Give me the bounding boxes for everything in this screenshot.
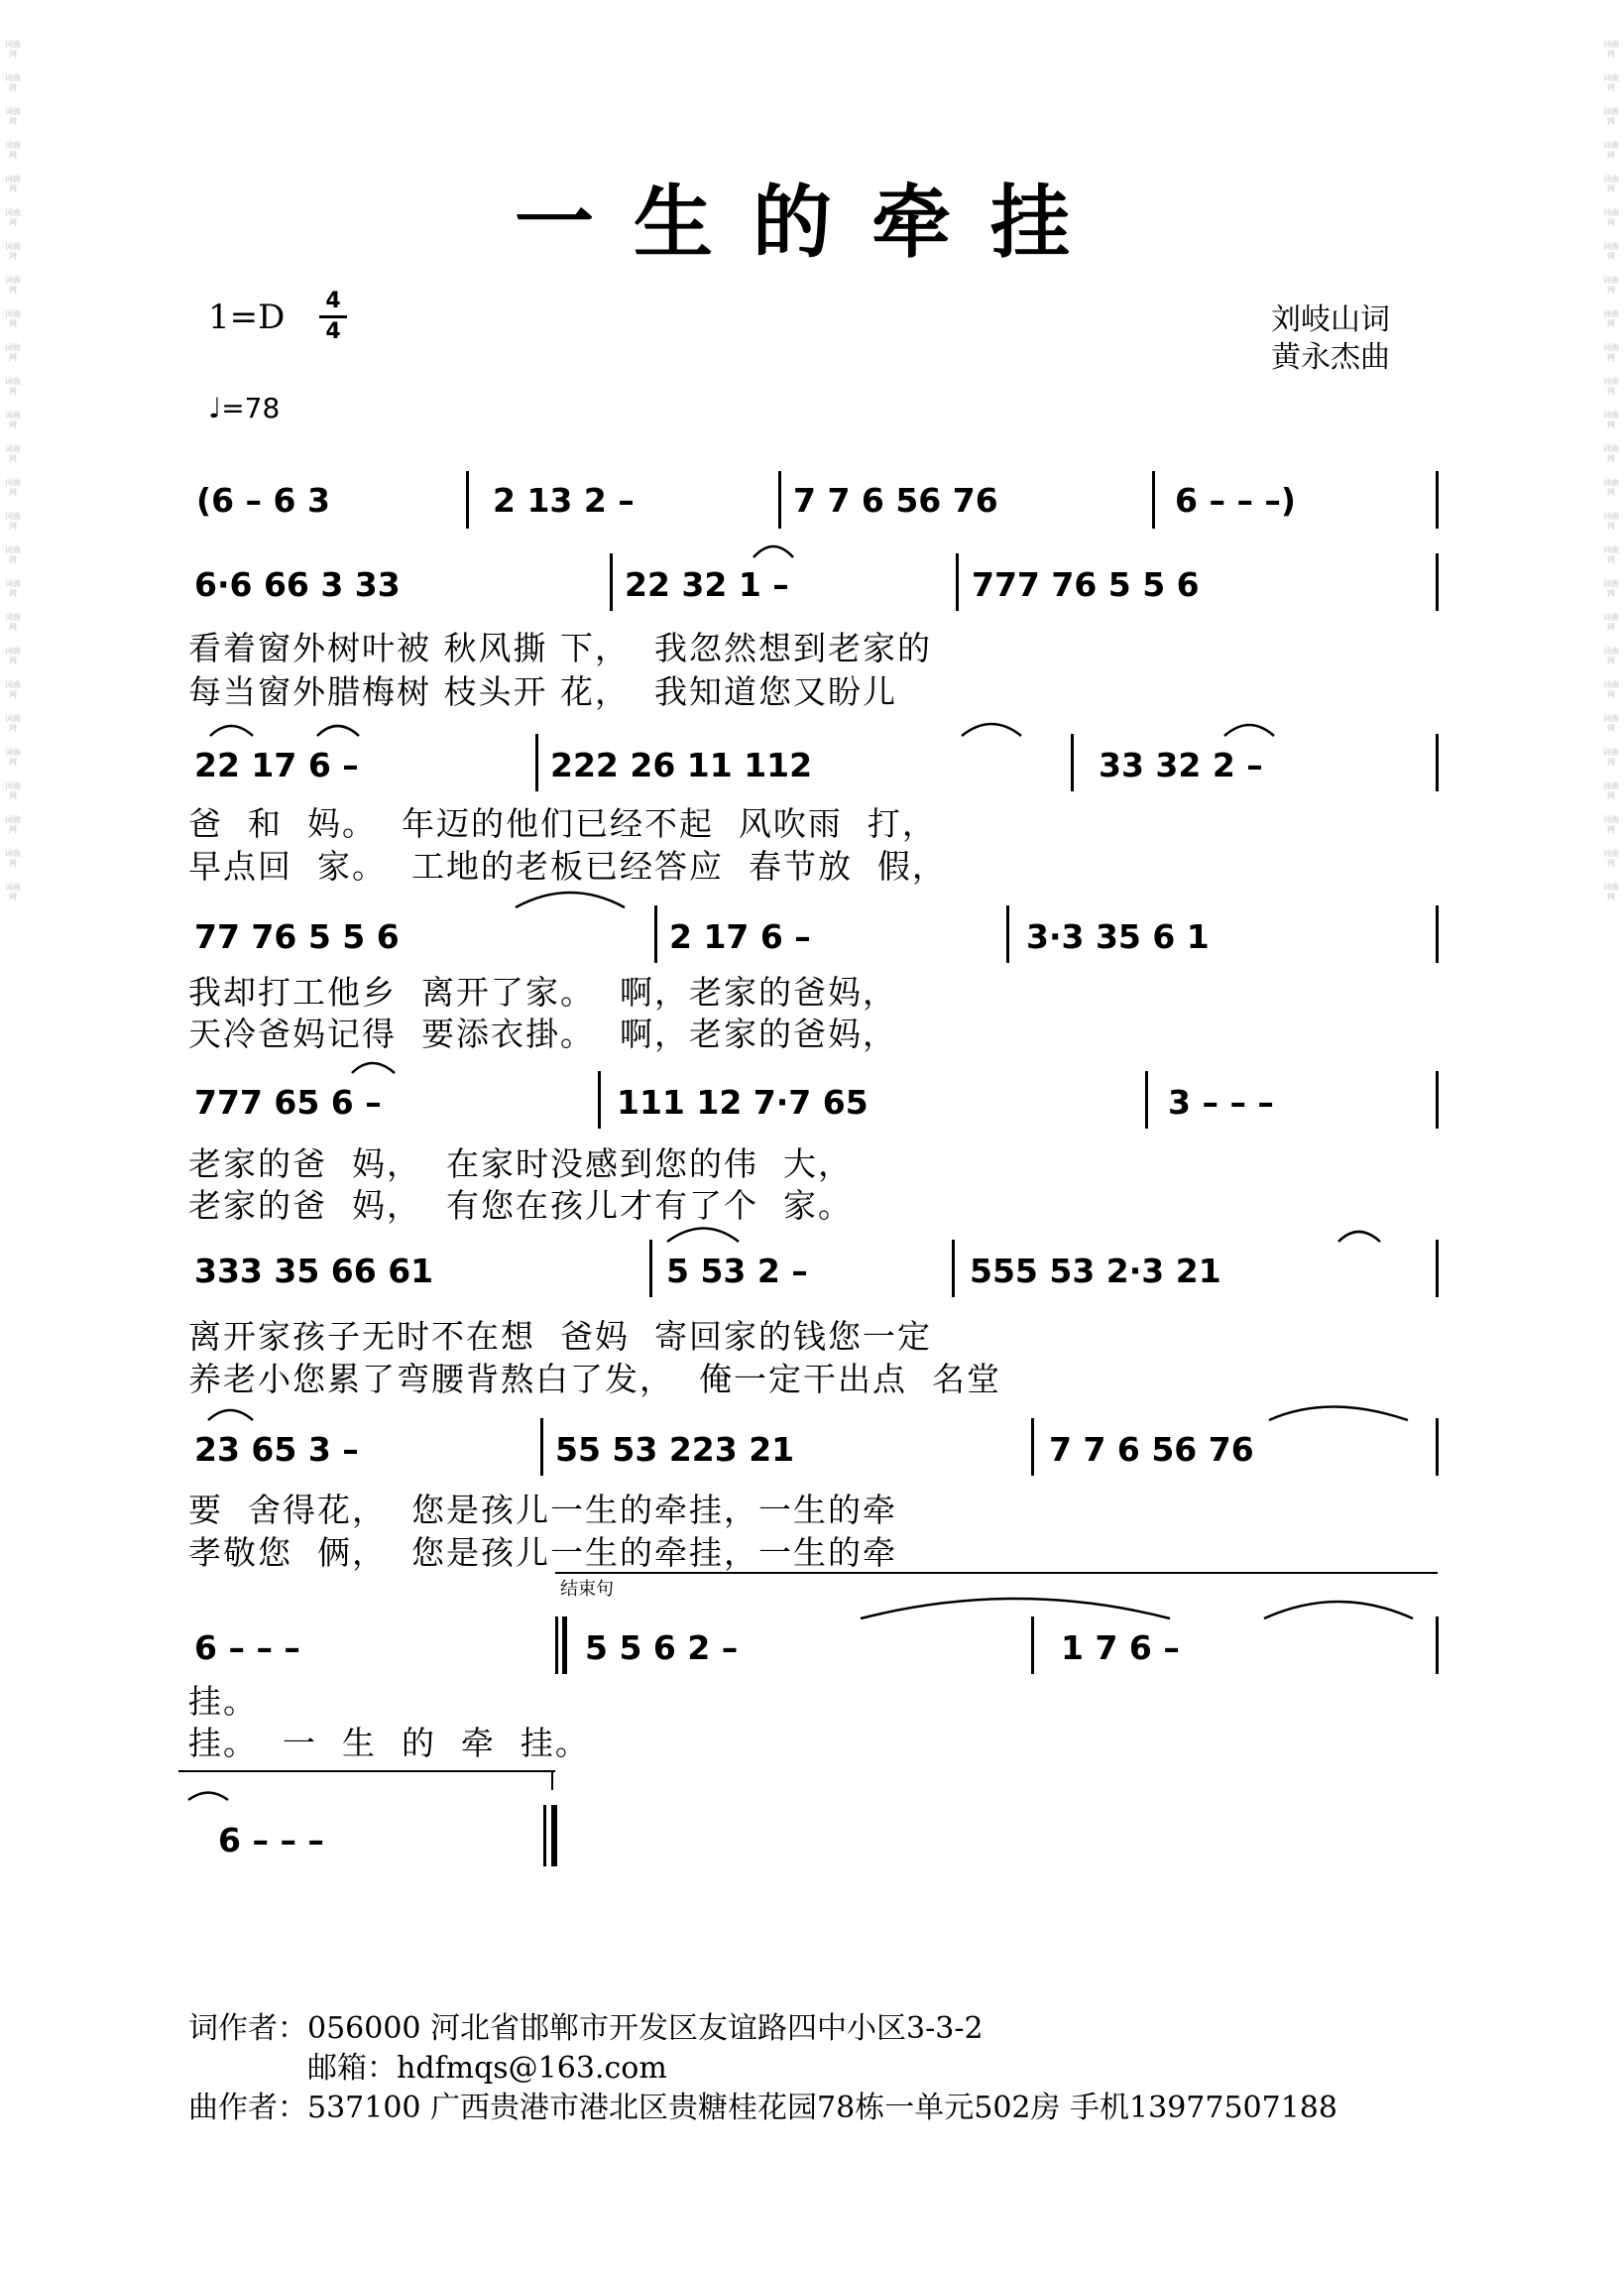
watermark-text: 词曲网 xyxy=(5,545,21,564)
watermark-text: 词曲网 xyxy=(1603,40,1619,59)
notes-row3-m2: 222 26 11 112 xyxy=(550,746,813,784)
watermark-text: 词曲网 xyxy=(1603,613,1619,632)
lyric-row5-verse2: 老家的爸 妈， 有您在孩儿才有了个 家。 xyxy=(188,1186,853,1225)
lyric-row7-verse2: 孝敬您 俩， 您是孩儿一生的牵挂，一生的牵 xyxy=(188,1533,897,1572)
watermark-text: 词曲网 xyxy=(1603,73,1619,92)
watermark-text: 词曲网 xyxy=(5,748,21,767)
lyric-row3-verse2: 早点回 家。 工地的老板已经答应 春节放 假， xyxy=(188,847,947,886)
watermark-text: 词曲网 xyxy=(1603,242,1619,261)
watermark-text: 词曲网 xyxy=(5,781,21,800)
notes-row2-m3: 777 76 5 5 6 xyxy=(972,565,1200,604)
watermark-text: 词曲网 xyxy=(5,107,21,126)
lyricist-credit: 刘岐山词 xyxy=(1271,302,1390,337)
watermark-text: 词曲网 xyxy=(1603,883,1619,901)
notes-row1-m1: (6 – 6 3 xyxy=(196,481,330,520)
watermark-text: 词曲网 xyxy=(1603,647,1619,665)
notes-row3-m3: 33 32 2 – xyxy=(1099,746,1263,784)
notes-row2-m1: 6·6 66 3 33 xyxy=(194,565,401,604)
lyric-row5-verse1: 老家的爸 妈， 在家时没感到您的伟 大， xyxy=(188,1144,853,1183)
watermark-text: 词曲网 xyxy=(1603,680,1619,699)
watermark-text: 词曲网 xyxy=(1603,377,1619,396)
watermark-text: 词曲网 xyxy=(5,714,21,733)
lyric-row4-verse1: 我却打工他乡 离开了家。 啊，老家的爸妈， xyxy=(188,973,897,1012)
notes-row8-m2: 5 5 6 2 – xyxy=(585,1628,739,1667)
notes-row3-m1: 22 17 6 – xyxy=(194,746,359,784)
notes-row7-m3: 7 7 6 56 76 xyxy=(1049,1430,1254,1469)
watermark-text: 词曲网 xyxy=(1603,478,1619,497)
watermark-text: 词曲网 xyxy=(1603,343,1619,362)
watermark-text: 词曲网 xyxy=(5,242,21,261)
watermark-text: 词曲网 xyxy=(5,377,21,396)
lyric-row2-verse2: 每当窗外腊梅树 枝头开 花， 我知道您又盼儿 xyxy=(188,672,897,711)
watermark-text: 词曲网 xyxy=(5,647,21,665)
notes-row7-m1: 23 65 3 – xyxy=(194,1430,359,1469)
watermark-text: 词曲网 xyxy=(1603,714,1619,733)
lyric-row3-verse1: 爸 和 妈。 年迈的他们已经不起 风吹雨 打， xyxy=(188,804,937,843)
watermark-text: 词曲网 xyxy=(1603,815,1619,834)
notes-row8-m3: 1 7 6 – xyxy=(1061,1628,1180,1667)
watermark-text: 词曲网 xyxy=(5,175,21,193)
watermark-text: 词曲网 xyxy=(1603,579,1619,598)
footer-composer-address: 曲作者：537100 广西贵港市港北区贵糖桂花园78栋一单元502房 手机13977507188 xyxy=(188,2091,1337,2125)
watermark-text: 词曲网 xyxy=(1603,849,1619,868)
notes-row1-m2: 2 13 2 – xyxy=(493,481,635,520)
watermark-text: 词曲网 xyxy=(1603,512,1619,531)
key-signature: 1=D xyxy=(208,298,286,337)
song-title: 一生的牵挂 xyxy=(515,177,1109,269)
watermark-text: 词曲网 xyxy=(5,613,21,632)
notes-row7-m2: 55 53 223 21 xyxy=(555,1430,795,1469)
time-sig-top: 4 xyxy=(325,289,341,313)
watermark-text: 词曲网 xyxy=(5,444,21,463)
watermark-text: 词曲网 xyxy=(5,40,21,59)
watermark-text: 词曲网 xyxy=(5,680,21,699)
tempo-mark: ♩=78 xyxy=(208,392,281,424)
lyric-row6-verse1: 离开家孩子无时不在想 爸妈 寄回家的钱您一定 xyxy=(188,1317,932,1356)
notes-row9-m1: 6 – – – xyxy=(218,1821,324,1859)
watermark-text: 词曲网 xyxy=(1603,545,1619,564)
lyric-row2-verse1: 看着窗外树叶被 秋风撕 下， 我忽然想到老家的 xyxy=(188,629,932,667)
footer-lyricist-email: 邮箱：hdfmqs@163.com xyxy=(307,2051,667,2086)
notes-row1-m3: 7 7 6 56 76 xyxy=(793,481,998,520)
lyric-row8-verse1: 挂。 xyxy=(188,1682,258,1721)
watermark-text: 词曲网 xyxy=(5,276,21,295)
watermark-text: 词曲网 xyxy=(1603,276,1619,295)
notes-row4-m2: 2 17 6 – xyxy=(669,917,811,956)
notes-row8-m1: 6 – – – xyxy=(194,1628,300,1667)
time-sig-bottom: 4 xyxy=(325,319,341,344)
notes-row4-m1: 77 76 5 5 6 xyxy=(194,917,400,956)
notes-row5-m3: 3 – – – xyxy=(1168,1083,1274,1122)
watermark-text: 词曲网 xyxy=(1603,107,1619,126)
watermark-text: 词曲网 xyxy=(1603,411,1619,429)
lyric-row4-verse2: 天冷爸妈记得 要添衣掛。 啊，老家的爸妈， xyxy=(188,1015,897,1053)
watermark-text: 词曲网 xyxy=(5,883,21,901)
notes-row6-m2: 5 53 2 – xyxy=(666,1252,808,1290)
watermark-text: 词曲网 xyxy=(5,309,21,328)
watermark-text: 词曲网 xyxy=(5,343,21,362)
watermark-text: 词曲网 xyxy=(5,579,21,598)
notes-row6-m3: 555 53 2·3 21 xyxy=(970,1252,1221,1290)
lyric-row7-verse1: 要 舍得花， 您是孩儿一生的牵挂，一生的牵 xyxy=(188,1491,897,1529)
watermark-text: 词曲网 xyxy=(5,141,21,160)
watermark-text: 词曲网 xyxy=(5,849,21,868)
notes-row5-m1: 777 65 6 – xyxy=(194,1083,382,1122)
watermark-text: 词曲网 xyxy=(1603,175,1619,193)
watermark-text: 词曲网 xyxy=(5,512,21,531)
watermark-text: 词曲网 xyxy=(1603,748,1619,767)
lyric-row8-verse2: 挂。 一 生 的 牵 挂。 xyxy=(188,1724,590,1762)
composer-credit: 黄永杰曲 xyxy=(1271,340,1390,375)
watermark-text: 词曲网 xyxy=(5,478,21,497)
watermark-text: 词曲网 xyxy=(5,208,21,227)
watermark-text: 词曲网 xyxy=(1603,309,1619,328)
watermark-text: 词曲网 xyxy=(1603,444,1619,463)
watermark-text: 词曲网 xyxy=(1603,141,1619,160)
notes-row2-m2: 22 32 1 – xyxy=(625,565,789,604)
notes-row4-m3: 3·3 35 6 1 xyxy=(1026,917,1210,956)
ending-label: 结束句 xyxy=(560,1579,614,1600)
notes-row6-m1: 333 35 66 61 xyxy=(194,1252,434,1290)
lyric-row6-verse2: 养老小您累了弯腰背熬白了发， 俺一定干出点 名堂 xyxy=(188,1360,1001,1398)
watermark-text: 词曲网 xyxy=(5,815,21,834)
footer-lyricist-address: 词作者：056000 河北省邯郸市开发区友谊路四中小区3-3-2 xyxy=(188,2011,984,2046)
watermark-text: 词曲网 xyxy=(5,411,21,429)
watermark-text: 词曲网 xyxy=(5,73,21,92)
watermark-text: 词曲网 xyxy=(1603,208,1619,227)
watermark-text: 词曲网 xyxy=(1603,781,1619,800)
notes-row5-m2: 111 12 7·7 65 xyxy=(617,1083,869,1122)
notes-row1-m4: 6 – – –) xyxy=(1175,481,1297,520)
